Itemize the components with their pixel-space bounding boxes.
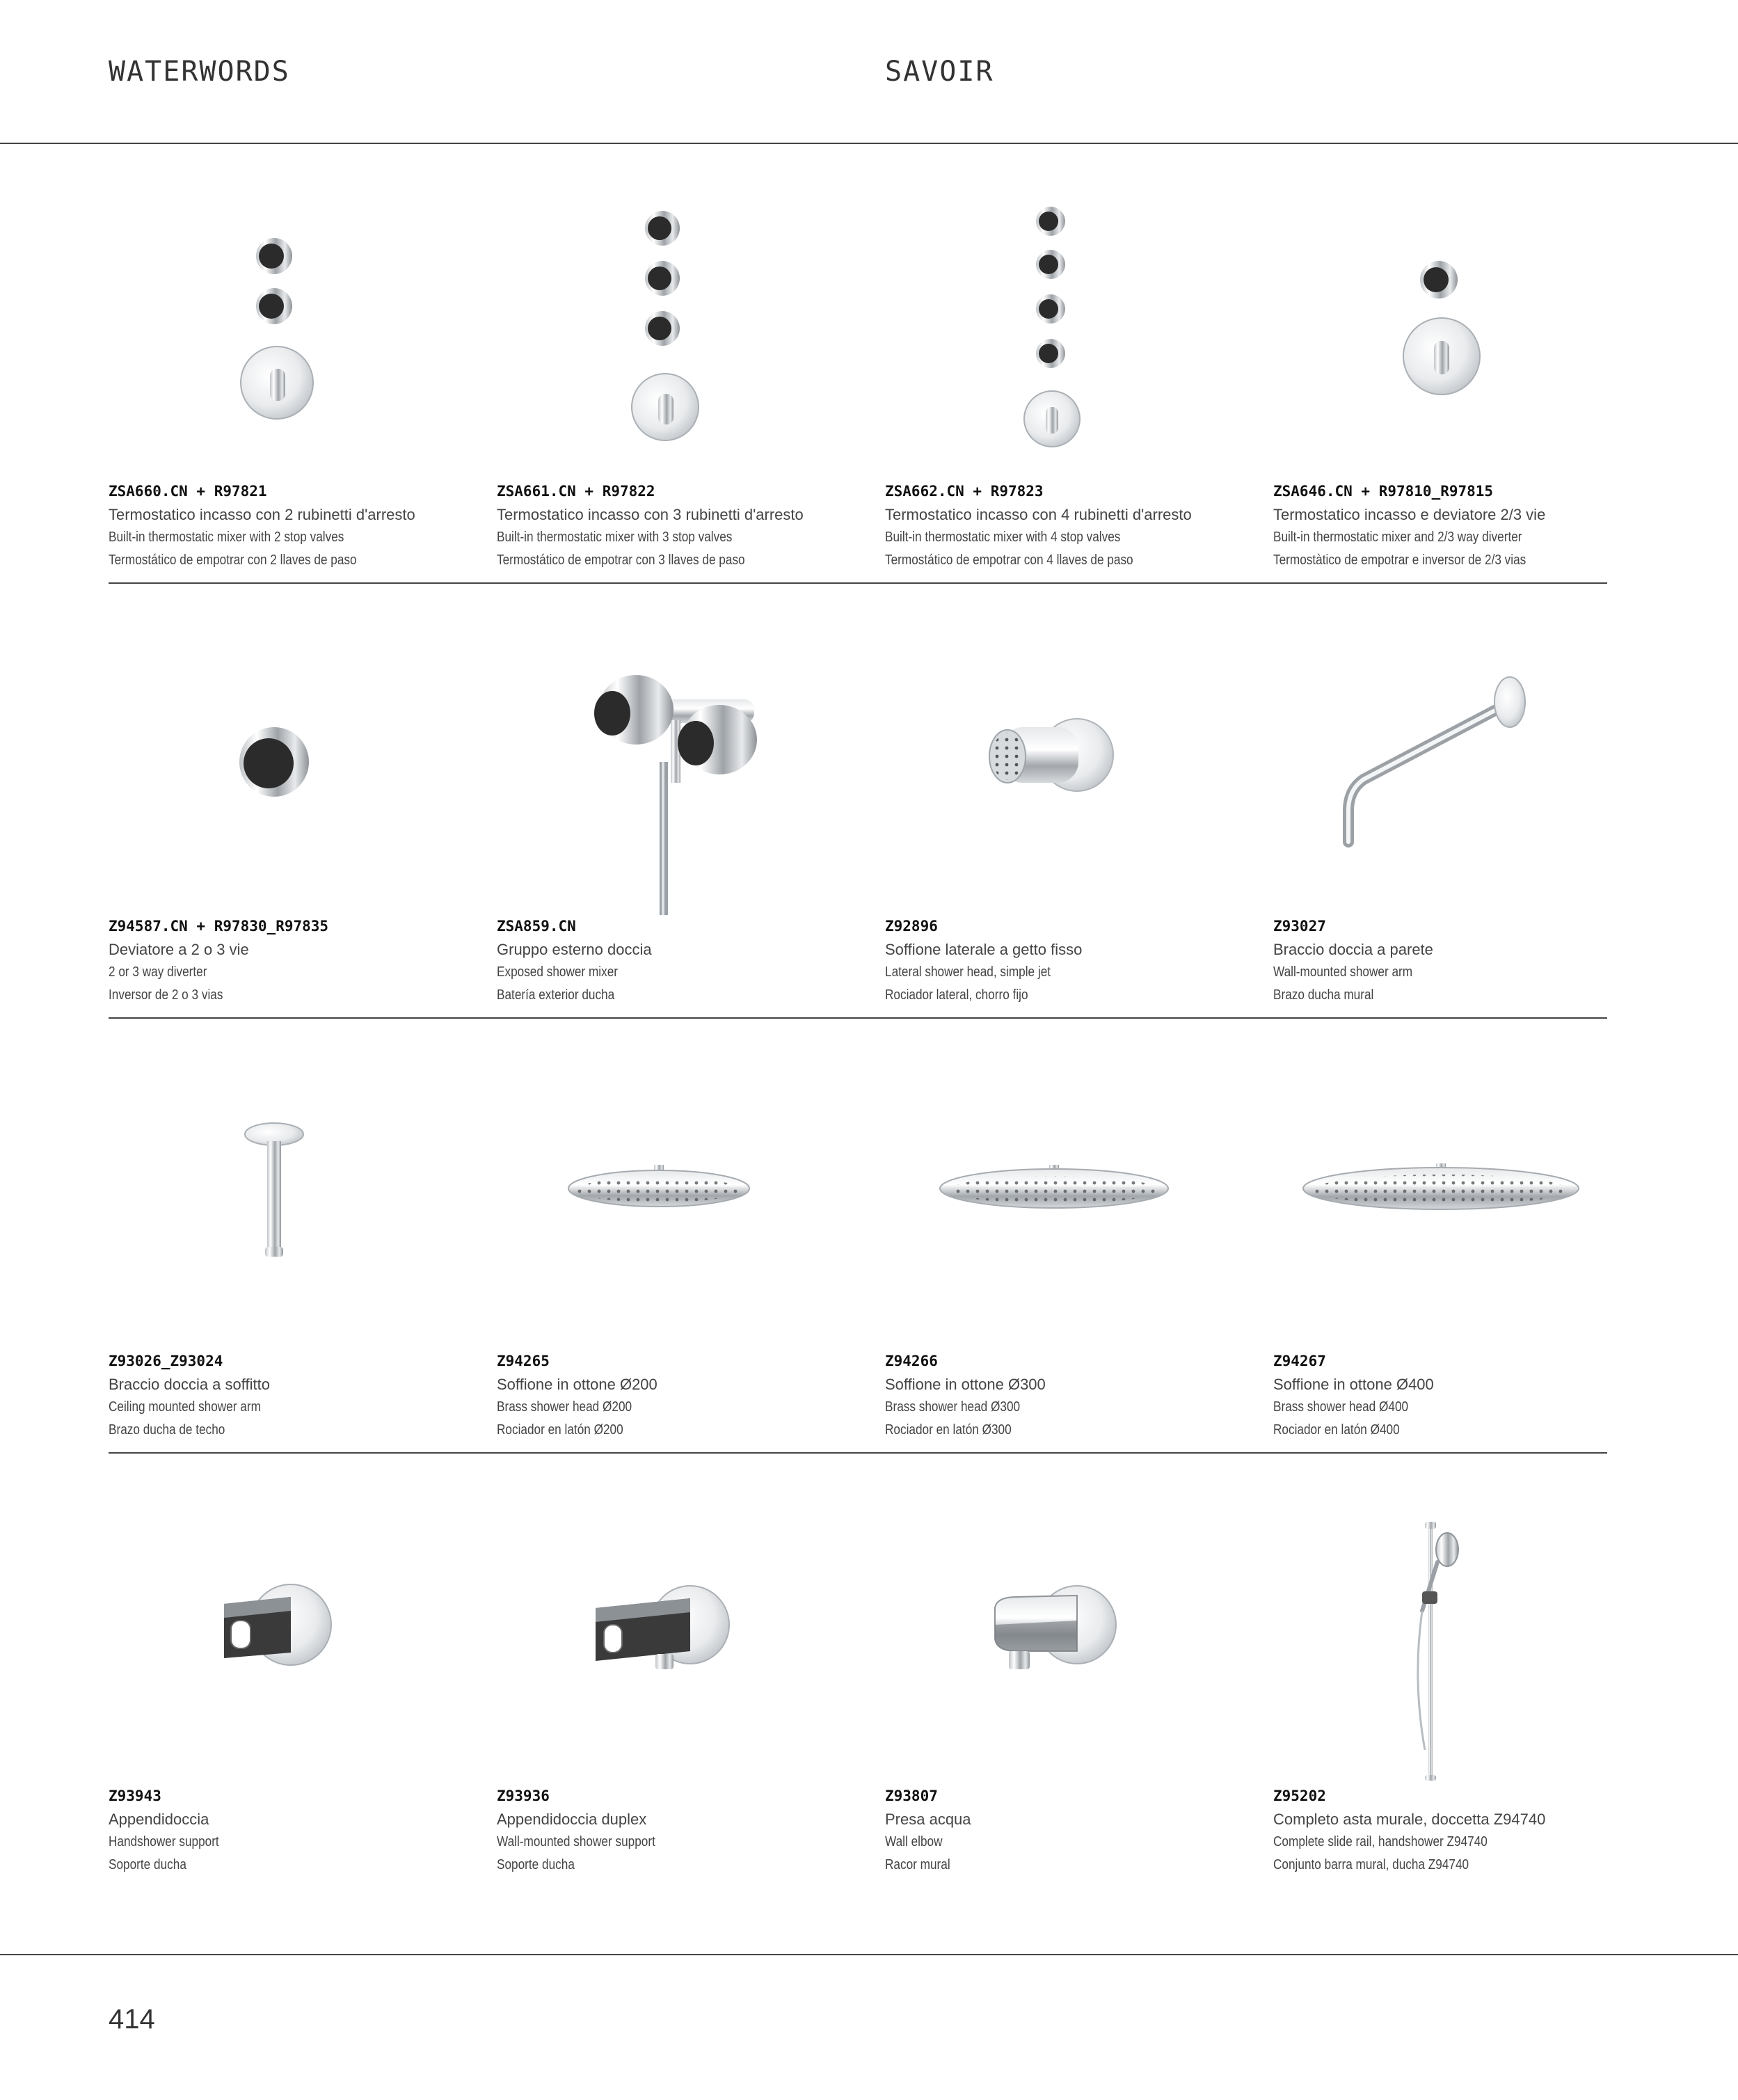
description-spanish: Soporte ducha xyxy=(109,1857,186,1872)
description-english: Handshower support xyxy=(109,1834,219,1850)
thermostat-plate xyxy=(632,374,699,440)
stop-valve-knob xyxy=(256,288,292,324)
product-card xyxy=(109,602,497,1019)
row-divider xyxy=(109,582,1607,584)
collection-title: SAVOIR xyxy=(885,56,994,88)
footer-divider xyxy=(0,1954,1738,1955)
diverter-knob xyxy=(1420,261,1458,299)
lateral-shower-head xyxy=(989,719,1113,791)
product-image xyxy=(497,167,885,480)
description-italian: Braccio doccia a parete xyxy=(1273,941,1433,958)
product-code: Z94267 xyxy=(1273,1353,1326,1369)
product-card xyxy=(497,602,885,1019)
product-image xyxy=(497,602,885,915)
product-card xyxy=(109,1472,497,1889)
description-spanish: Rociador lateral, chorro fijo xyxy=(885,987,1028,1003)
description-spanish: Rociador en latón Ø200 xyxy=(497,1422,623,1438)
description-english: Built-in thermostatic mixer with 2 stop valves xyxy=(109,530,344,545)
description-english: Wall-mounted shower arm xyxy=(1273,964,1413,980)
product-card xyxy=(1273,602,1661,1019)
row-divider xyxy=(109,1452,1607,1454)
stop-valve-knob xyxy=(1036,250,1065,279)
product-code: ZSA646.CN + R97810_R97815 xyxy=(1273,483,1494,500)
product-card xyxy=(497,1472,885,1889)
thermostat-plate xyxy=(1024,391,1080,447)
description-italian: Presa acqua xyxy=(885,1811,971,1828)
product-card xyxy=(885,602,1273,1019)
description-italian: Termostatico incasso con 4 rubinetti d'arresto xyxy=(885,506,1192,523)
stop-valve-knob xyxy=(645,311,680,346)
description-italian: Soffione laterale a getto fisso xyxy=(885,941,1083,958)
ceiling-shower-arm xyxy=(245,1123,303,1257)
exposed-mixer xyxy=(594,675,757,915)
product-code: Z93936 xyxy=(497,1788,550,1804)
product-code: ZSA661.CN + R97822 xyxy=(497,483,655,500)
shower-head-200 xyxy=(568,1165,749,1207)
thermostat-plate xyxy=(241,347,313,419)
description-english: Wall elbow xyxy=(885,1834,943,1850)
description-italian: Termostatico incasso e deviatore 2/3 vie xyxy=(1273,506,1546,523)
product-image xyxy=(109,1037,497,1350)
product-code: Z93807 xyxy=(885,1788,938,1804)
product-code: Z93026_Z93024 xyxy=(109,1353,223,1369)
description-english: Brass shower head Ø400 xyxy=(1273,1399,1409,1415)
diverter-knob xyxy=(239,727,309,797)
product-image xyxy=(109,602,497,915)
description-spanish: Termostàtico de empotrar e inversor de 2/3 vias xyxy=(1273,552,1526,568)
description-italian: Soffione in ottone Ø300 xyxy=(885,1376,1046,1393)
description-spanish: Conjunto barra mural, ducha Z94740 xyxy=(1273,1857,1469,1872)
description-spanish: Brazo ducha de techo xyxy=(109,1422,225,1438)
description-italian: Gruppo esterno doccia xyxy=(497,941,652,958)
product-image xyxy=(1273,1472,1661,1785)
product-image xyxy=(1273,1037,1661,1350)
product-card xyxy=(497,167,885,584)
product-code: Z92896 xyxy=(885,918,938,934)
description-english: Brass shower head Ø300 xyxy=(885,1399,1021,1415)
wall-shower-arm xyxy=(1348,677,1525,842)
product-code: ZSA662.CN + R97823 xyxy=(885,483,1044,500)
duplex-shower-support xyxy=(596,1586,729,1669)
wall-elbow xyxy=(995,1586,1116,1669)
product-card xyxy=(885,167,1273,584)
product-card xyxy=(1273,1472,1661,1889)
description-spanish: Racor mural xyxy=(885,1857,950,1872)
product-image xyxy=(885,167,1273,480)
brand-title: WATERWORDS xyxy=(109,56,290,88)
description-spanish: Termostático de empotrar con 4 llaves de paso xyxy=(885,552,1133,568)
header-divider xyxy=(0,143,1738,144)
description-italian: Appendidoccia duplex xyxy=(497,1811,647,1828)
product-code: Z95202 xyxy=(1273,1788,1326,1804)
product-image xyxy=(497,1037,885,1350)
description-spanish: Rociador en latón Ø400 xyxy=(1273,1422,1400,1438)
description-spanish: Soporte ducha xyxy=(497,1857,575,1872)
description-italian: Soffione in ottone Ø200 xyxy=(497,1376,657,1393)
product-code: Z93027 xyxy=(1273,918,1326,934)
description-english: Built-in thermostatic mixer with 3 stop valves xyxy=(497,530,733,545)
description-spanish: Termostático de empotrar con 2 llaves de paso xyxy=(109,552,357,568)
product-card xyxy=(109,1037,497,1454)
stop-valve-knob xyxy=(645,211,680,246)
shower-head-300 xyxy=(940,1165,1168,1208)
description-english: 2 or 3 way diverter xyxy=(109,964,207,980)
page-number: 414 xyxy=(109,2004,155,2035)
product-image xyxy=(1273,602,1661,915)
description-italian: Deviatore a 2 o 3 vie xyxy=(109,941,249,958)
description-italian: Braccio doccia a soffitto xyxy=(109,1376,270,1393)
description-spanish: Inversor de 2 o 3 vias xyxy=(109,987,223,1003)
description-english: Brass shower head Ø200 xyxy=(497,1399,632,1415)
description-italian: Soffione in ottone Ø400 xyxy=(1273,1376,1434,1393)
row-divider xyxy=(109,1017,1607,1019)
product-card xyxy=(1273,167,1661,584)
product-code: Z94266 xyxy=(885,1353,938,1369)
product-card xyxy=(885,1472,1273,1889)
product-image xyxy=(497,1472,885,1785)
description-english: Complete slide rail, handshower Z94740 xyxy=(1273,1834,1488,1850)
description-italian: Termostatico incasso con 2 rubinetti d'arresto xyxy=(109,506,415,523)
product-image xyxy=(109,167,497,480)
product-code: Z94587.CN + R97830_R97835 xyxy=(109,918,329,934)
description-italian: Appendidoccia xyxy=(109,1811,209,1828)
product-image xyxy=(1273,167,1661,480)
description-spanish: Batería exterior ducha xyxy=(497,987,615,1003)
product-card xyxy=(497,1037,885,1454)
product-card xyxy=(1273,1037,1661,1454)
product-image xyxy=(885,1037,1273,1350)
product-code: Z93943 xyxy=(109,1788,161,1804)
product-code: ZSA859.CN xyxy=(497,918,576,934)
stop-valve-knob xyxy=(1036,207,1065,236)
product-card xyxy=(885,1037,1273,1454)
product-code: Z94265 xyxy=(497,1353,550,1369)
slide-rail-set xyxy=(1418,1522,1458,1781)
description-spanish: Brazo ducha mural xyxy=(1273,987,1374,1003)
product-image xyxy=(885,602,1273,915)
description-english: Built-in thermostatic mixer and 2/3 way diverter xyxy=(1273,530,1522,545)
description-english: Exposed shower mixer xyxy=(497,964,618,980)
stop-valve-knob xyxy=(1036,339,1065,368)
product-code: ZSA660.CN + R97821 xyxy=(109,483,267,500)
description-english: Wall-mounted shower support xyxy=(497,1834,655,1850)
product-image xyxy=(885,1472,1273,1785)
handshower-support xyxy=(224,1584,331,1665)
thermostat-plate xyxy=(1403,318,1480,395)
stop-valve-knob xyxy=(645,261,680,296)
product-image xyxy=(109,1472,497,1785)
description-italian: Completo asta murale, doccetta Z94740 xyxy=(1273,1811,1546,1828)
stop-valve-knob xyxy=(1036,294,1065,324)
description-english: Lateral shower head, simple jet xyxy=(885,964,1051,980)
description-spanish: Termostático de empotrar con 3 llaves de paso xyxy=(497,552,745,568)
shower-head-400 xyxy=(1303,1163,1579,1209)
description-english: Ceiling mounted shower arm xyxy=(109,1399,261,1415)
description-italian: Termostatico incasso con 3 rubinetti d'arresto xyxy=(497,506,804,523)
stop-valve-knob xyxy=(256,238,292,274)
description-spanish: Rociador en latón Ø300 xyxy=(885,1422,1012,1438)
description-english: Built-in thermostatic mixer with 4 stop valves xyxy=(885,530,1121,545)
product-card xyxy=(109,167,497,584)
